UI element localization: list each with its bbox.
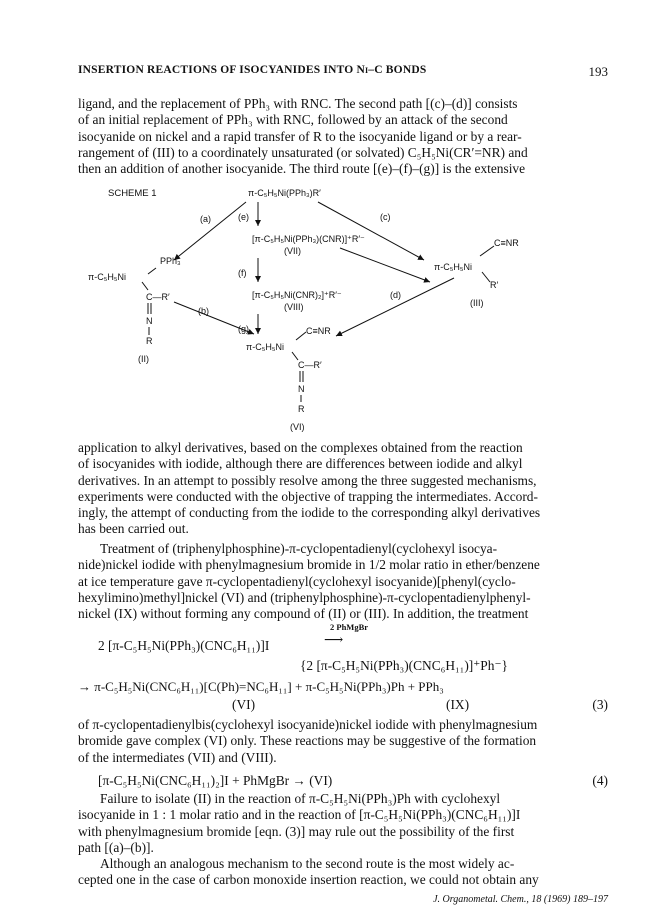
compound-VIII-label: (VIII) bbox=[284, 302, 304, 312]
text-line: application to alkyl derivatives, based on the complexes obtained from the reaction bbox=[78, 440, 523, 455]
bottom-cenr: C≡NR bbox=[306, 326, 331, 336]
text-line: ingly, the attempt of conducting from the iodide to the corresponding alkyl derivatives bbox=[78, 505, 541, 521]
scheme-diagram bbox=[78, 186, 606, 466]
compound-VII-formula: [π-C₅H₅Ni(PPh₃)(CNR)]⁺R′⁻ bbox=[252, 234, 365, 244]
page-header bbox=[78, 64, 608, 82]
arrow-b-label: (b) bbox=[198, 306, 209, 316]
arrow-a bbox=[174, 202, 246, 260]
compound-VIII-formula: [π-C₅H₅Ni(CNR)₂]⁺R′⁻ bbox=[252, 290, 342, 300]
arrow-d-label: (d) bbox=[390, 290, 401, 300]
paragraph-3 bbox=[78, 541, 606, 622]
eq4-number: (4) bbox=[592, 773, 608, 788]
bottom-r: R bbox=[298, 404, 305, 414]
running-title: INSERTION REACTIONS OF ISOCYANIDES INTO Ni–C BONDS bbox=[78, 64, 427, 76]
text-line: ligand, and the replacement of PPh₃ with RNC. The second path [(c)–(d)] consists bbox=[78, 96, 518, 111]
left-label-II: (II) bbox=[138, 354, 149, 364]
text-line: isocyanide on nickel and a rapid transfer of R to the isocyanide ligand or by a rear- bbox=[78, 128, 522, 144]
eq3-arrow: ⟶ bbox=[324, 632, 344, 647]
bottom-c-r: C—R′ bbox=[298, 360, 322, 370]
arrow-g-label: (g) bbox=[238, 324, 249, 334]
left-cp-ni: π-C₅H₅Ni bbox=[88, 272, 126, 282]
scheme-title: SCHEME 1 bbox=[108, 188, 157, 199]
text-line: bromide gave complex (VI) only. These reactions may be suggestive of the formation bbox=[78, 733, 537, 749]
eq4-text: [π-C₅H₅Ni(CNC₆H₁₁)₂]I + PhMgBr → (VI) bbox=[98, 773, 333, 788]
text-line: hexylimino)methyl]nickel (VI) and (triphenylphosphine)-π-cyclopentadienylphenyl- bbox=[78, 589, 531, 605]
text-line: rangement of (III) to a coordinately unsaturated (or solvated) C₅H₅Ni(CR′=NR) and bbox=[78, 144, 528, 160]
text-line: with phenylmagnesium bromide [eqn. (3)] may rule out the possibility of the first bbox=[78, 823, 515, 839]
arrow-c-label: (c) bbox=[380, 212, 391, 222]
text-line: Although an analogous mechanism to the second route is the most widely ac- bbox=[100, 856, 515, 871]
text-line: of π-cyclopentadienylbis(cyclohexyl isocyanide)nickel iodide with phenylmagnesium bbox=[78, 717, 538, 732]
text-line: Treatment of (triphenylphosphine)-π-cyclopentadienyl(cyclohexyl isocya- bbox=[100, 541, 498, 556]
text-line: at ice temperature gave π-cyclopentadienyl(cyclohexyl isocyanide)[phenyl(cyclo- bbox=[78, 573, 516, 589]
arrow-VII-to-III bbox=[340, 248, 430, 282]
text-line: cepted one in the case of carbon monoxide insertion reaction, we could not obtain any bbox=[78, 872, 539, 888]
text-line: derivatives. In an attempt to possibly resolve among the three suggested mechanisms, bbox=[78, 472, 537, 488]
right-label-III: (III) bbox=[470, 298, 484, 308]
left-r: R bbox=[146, 336, 153, 346]
bottom-n: N bbox=[298, 384, 305, 394]
text-line: has been carried out. bbox=[78, 521, 189, 537]
eq3-intermediate: {2 [π-C₅H₅Ni(PPh₃)(CNC₆H₁₁)]⁺Ph⁻} bbox=[300, 658, 508, 673]
right-r: R′ bbox=[490, 280, 499, 290]
left-n: N bbox=[146, 316, 153, 326]
text-line: of the intermediates (VII) and (VIII). bbox=[78, 749, 277, 765]
arrow-c bbox=[318, 202, 424, 260]
paragraph-5 bbox=[78, 791, 606, 856]
arrow-d bbox=[336, 278, 454, 336]
paragraph-6-text bbox=[78, 856, 606, 889]
text-line: experiments were conducted with the objective of trapping the intermediates. Accord- bbox=[78, 488, 538, 504]
right-cenr: C≡NR bbox=[494, 238, 519, 248]
bottom-cp-ni: π-C₅H₅Ni bbox=[246, 342, 284, 352]
text-line: isocyanide in 1 : 1 molar ratio and in the reaction of [π-C₅H₅Ni(PPh₃)(CNC₆H₁₁)]I bbox=[78, 807, 521, 823]
journal-citation: J. Organometal. Chem., 18 (1969) 189–197 bbox=[433, 894, 608, 905]
reaction-scheme bbox=[78, 186, 606, 466]
arrow-f-label: (f) bbox=[238, 268, 247, 278]
top-complex: π-C₅H₅Ni(PPh₃)R′ bbox=[248, 188, 321, 198]
eq3-number: (3) bbox=[592, 697, 608, 712]
left-pph3: PPh₃ bbox=[160, 256, 181, 266]
bottom-label-VI: (VI) bbox=[290, 422, 305, 432]
text-line: Failure to isolate (II) in the reaction of π-C₅H₅Ni(PPh₃)Ph with cyclohexyl bbox=[100, 791, 501, 806]
text-line: path [(a)–(b)]. bbox=[78, 839, 154, 855]
text-line: then an addition of another isocyanide. The third route [(e)–(f)–(g)] is the extensive bbox=[78, 161, 526, 177]
paragraph-4 bbox=[78, 717, 606, 766]
page-number: 193 bbox=[588, 64, 608, 79]
eq3-reagent: 2 PhMgBr bbox=[330, 622, 369, 632]
text-line: nickel (IX) without forming any compound of (II) or (III). In addition, the treatment bbox=[78, 606, 529, 622]
arrow-a-label: (a) bbox=[200, 214, 211, 224]
text-line: of an initial replacement of PPh₃ with RNC, followed by an attack of the second bbox=[78, 112, 508, 128]
eq3-label-VI: (VI) bbox=[232, 697, 256, 712]
paragraph-1 bbox=[78, 96, 606, 177]
eq3-products: → π-C₅H₅Ni(CNC₆H₁₁)[C(Ph)=NC₆H₁₁] + π-C₅H₅Ni(PPh₃)Ph + PPh₃ bbox=[78, 679, 444, 694]
left-c-r: C—R′ bbox=[146, 292, 170, 302]
compound-VII-label: (VII) bbox=[284, 246, 301, 256]
text-line: nide)nickel iodide with phenylmagnesium bromide in 1/2 molar ratio in ether/benzene bbox=[78, 557, 540, 573]
eq3-lhs: 2 [π-C₅H₅Ni(PPh₃)(CNC₆H₁₁)]I bbox=[98, 638, 270, 653]
text-line: of isocyanides with iodide, although there are differences between iodide and alkyl bbox=[78, 456, 523, 472]
right-cp-ni: π-C₅H₅Ni bbox=[434, 262, 472, 272]
paragraph-2 bbox=[78, 440, 606, 538]
eq3-label-IX: (IX) bbox=[446, 697, 470, 712]
arrow-e-label: (e) bbox=[238, 212, 249, 222]
